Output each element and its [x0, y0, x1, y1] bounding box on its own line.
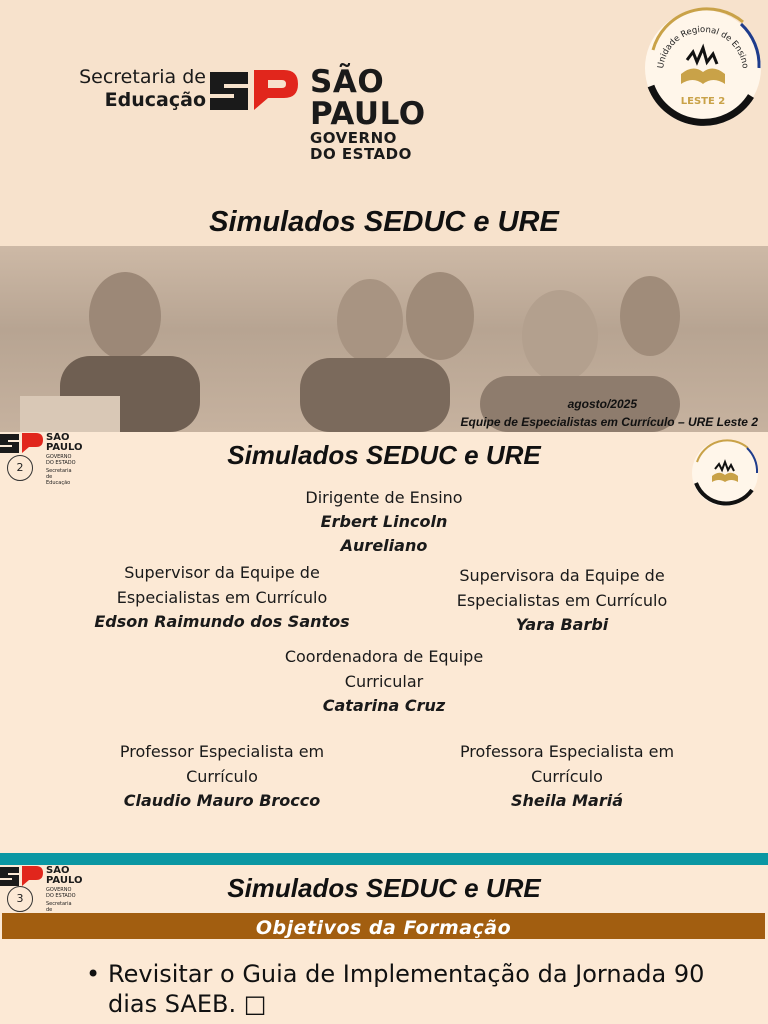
professora-block [417, 739, 717, 813]
page-number-badge: 2 [7, 455, 33, 481]
dirigente-name-line1: Erbert Lincoln [320, 512, 448, 531]
professora-name: Sheila Mariá [511, 791, 623, 810]
mini-logo-line2: PAULO [46, 442, 83, 453]
dirigente-role: Dirigente de Ensino [305, 488, 463, 507]
dirigente-name-line2: Aureliano [340, 536, 428, 555]
cover-date: agosto/2025 [567, 397, 637, 411]
cover-team: Equipe de Especialistas em Currículo – URE Leste 2 [460, 415, 758, 429]
state-name: SÃO PAULO [310, 64, 426, 132]
supervisor-block [52, 560, 392, 634]
supervisora-role-line2: Especialistas em Currículo [456, 591, 668, 610]
coordenadora-name: Catarina Cruz [322, 696, 446, 715]
professora-role-line1: Professora Especialista em [459, 742, 675, 761]
supervisor-role-line2: Especialistas em Currículo [116, 588, 328, 607]
mini-logo-secretaria: Secretaria de Educação [46, 468, 72, 486]
state-text [310, 66, 426, 162]
objectives-slide [0, 865, 768, 1024]
students-photo [0, 246, 768, 432]
secretaria-line1: Secretaria de [79, 66, 206, 88]
supervisora-block [402, 563, 722, 637]
supervisor-role-line1: Supervisor da Equipe de [124, 563, 320, 582]
professor-role-line2: Currículo [186, 767, 258, 786]
page-number-badge-3: 3 [7, 886, 33, 912]
supervisora-name: Yara Barbi [515, 615, 609, 634]
dirigente-block [184, 485, 584, 558]
ure-seal-small [690, 438, 760, 508]
objective-item: • Revisitar o Guia de Implementação da Jornada 90 dias SAEB. □ [86, 959, 746, 1019]
coordenadora-role-line2: Curricular [344, 672, 424, 691]
team-slide-title: Simulados SEDUC e URE [227, 440, 541, 470]
professor-role-line1: Professor Especialista em [119, 742, 325, 761]
professor-name: Claudio Mauro Brocco [123, 791, 321, 810]
professor-block [72, 739, 372, 813]
sp-logo-mark [208, 68, 300, 112]
supervisor-name: Edson Raimundo dos Santos [94, 612, 350, 631]
mini-logo-line1-3: SÃO [46, 865, 70, 876]
objectives-list [86, 959, 746, 1019]
mini-logo-government-3: GOVERNO DO ESTADO [46, 887, 76, 899]
coordenadora-role-line1: Coordenadora de Equipe [284, 647, 484, 666]
government-label: GOVERNO DO ESTADO [310, 129, 412, 163]
seal-bottom-text: LESTE 2 [680, 96, 726, 107]
ure-seal-logo [641, 6, 765, 130]
seal-top-text: Unidade Regional de Ensino [656, 24, 750, 70]
mini-logo-line1: SÃO [46, 432, 70, 443]
students-photo-illustration [0, 246, 768, 432]
objectives-slide-title: Simulados SEDUC e URE [227, 873, 541, 903]
professora-role-line2: Currículo [531, 767, 603, 786]
cover-title: Simulados SEDUC e URE [209, 206, 559, 238]
mini-logo-government: GOVERNO DO ESTADO [46, 454, 76, 466]
team-slide [0, 432, 768, 853]
mini-logo-secretaria-3: Secretaria de [46, 901, 72, 913]
coordenadora-block [234, 644, 534, 718]
mini-logo-line2-3: PAULO [46, 875, 83, 886]
cover-slide [0, 0, 768, 432]
slide-separator [0, 853, 768, 865]
secretaria-text [66, 66, 206, 112]
supervisora-role-line1: Supervisora da Equipe de [459, 566, 665, 585]
objectives-banner: Objetivos da Formação [2, 913, 765, 939]
secretaria-line2: Educação [104, 89, 206, 111]
